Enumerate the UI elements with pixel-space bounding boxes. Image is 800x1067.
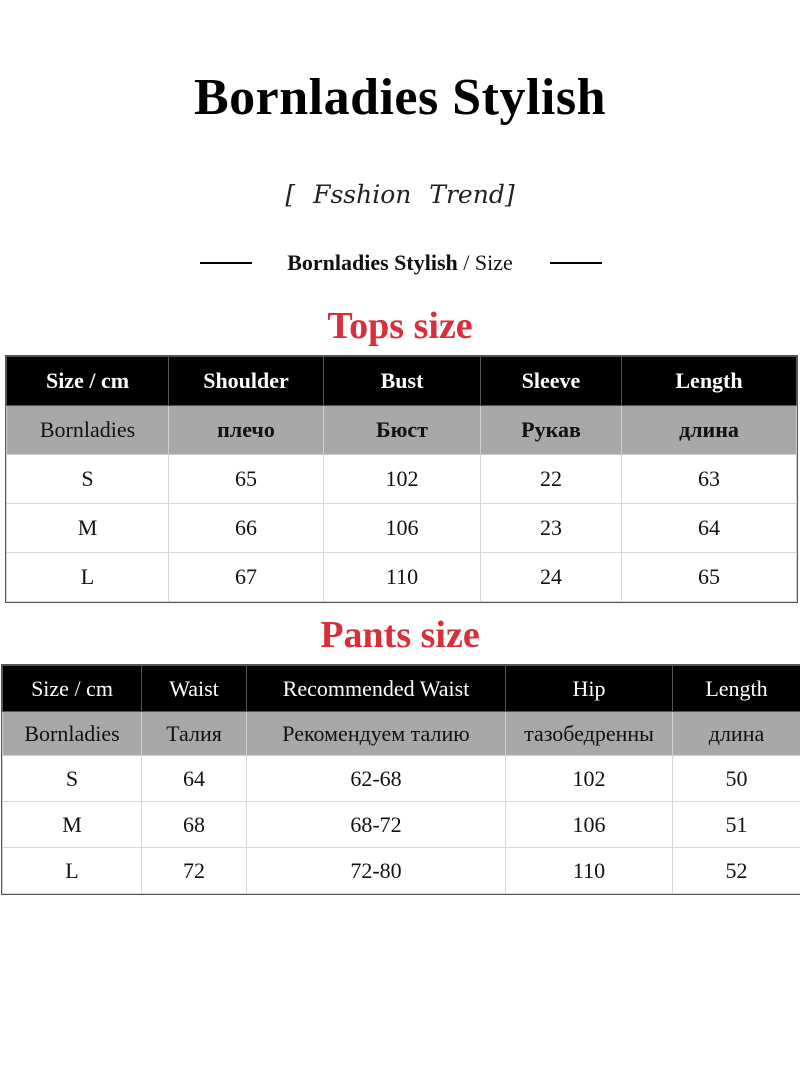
column-header: Bust	[324, 357, 481, 406]
table-cell: 65	[169, 455, 324, 504]
translation-cell: Рукав	[481, 406, 622, 455]
translation-row	[7, 406, 797, 455]
subtitle	[0, 248, 800, 278]
table-cell: 106	[506, 802, 673, 848]
column-header: Recommended Waist	[247, 666, 506, 712]
table-cell: 64	[622, 504, 797, 553]
tops-size-title: Tops size	[327, 305, 473, 347]
table-cell: 62-68	[247, 756, 506, 802]
translation-cell: тазобедренны	[506, 712, 673, 756]
table-cell: S	[7, 455, 169, 504]
translation-cell: Талия	[142, 712, 247, 756]
table-cell: 50	[673, 756, 800, 802]
table-row	[7, 455, 797, 504]
column-header: Sleeve	[481, 357, 622, 406]
table-cell: 110	[506, 848, 673, 894]
column-header: Size / cm	[7, 357, 169, 406]
column-header: Length	[622, 357, 797, 406]
table-cell: 106	[324, 504, 481, 553]
translation-cell: Bornladies	[7, 406, 169, 455]
subtitle-suffix: / Size	[457, 250, 513, 275]
tops-size-table	[6, 356, 797, 602]
translation-cell: длина	[673, 712, 800, 756]
table-cell: 72-80	[247, 848, 506, 894]
translation-cell: Bornladies	[3, 712, 142, 756]
column-header: Length	[673, 666, 800, 712]
column-header: Size / cm	[3, 666, 142, 712]
translation-cell: Бюст	[324, 406, 481, 455]
column-header: Waist	[142, 666, 247, 712]
translation-cell: плечо	[169, 406, 324, 455]
table-cell: 23	[481, 504, 622, 553]
table-cell: 68	[142, 802, 247, 848]
table-row	[7, 504, 797, 553]
table-cell: 102	[324, 455, 481, 504]
pants-size-table	[2, 665, 800, 894]
subtitle-row	[0, 248, 800, 278]
subtitle-brand: Bornladies Stylish	[287, 250, 458, 275]
table-row	[3, 848, 800, 894]
column-header: Shoulder	[169, 357, 324, 406]
table-cell: 110	[324, 553, 481, 602]
translation-row	[3, 712, 800, 756]
table-cell: 63	[622, 455, 797, 504]
table-cell: L	[3, 848, 142, 894]
table-cell: 102	[506, 756, 673, 802]
table-row	[7, 553, 797, 602]
table-cell: 52	[673, 848, 800, 894]
table-header-row	[3, 666, 800, 712]
table-cell: 65	[622, 553, 797, 602]
table-cell: L	[7, 553, 169, 602]
table-cell: 72	[142, 848, 247, 894]
table-cell: 68-72	[247, 802, 506, 848]
table-cell: 67	[169, 553, 324, 602]
column-header: Hip	[506, 666, 673, 712]
divider-right	[550, 262, 602, 264]
brand-title: Bornladies Stylish	[193, 69, 607, 126]
table-cell: 24	[481, 553, 622, 602]
table-cell: M	[3, 802, 142, 848]
table-cell: 64	[142, 756, 247, 802]
translation-cell: длина	[622, 406, 797, 455]
tagline: [ Fsshion Trend]	[285, 180, 515, 209]
translation-cell: Рекомендуем талию	[247, 712, 506, 756]
table-header-row	[7, 357, 797, 406]
table-cell: 22	[481, 455, 622, 504]
table-cell: M	[7, 504, 169, 553]
table-row	[3, 756, 800, 802]
table-cell: 66	[169, 504, 324, 553]
table-row	[3, 802, 800, 848]
table-cell: S	[3, 756, 142, 802]
table-cell: 51	[673, 802, 800, 848]
pants-size-title: Pants size	[320, 614, 480, 656]
